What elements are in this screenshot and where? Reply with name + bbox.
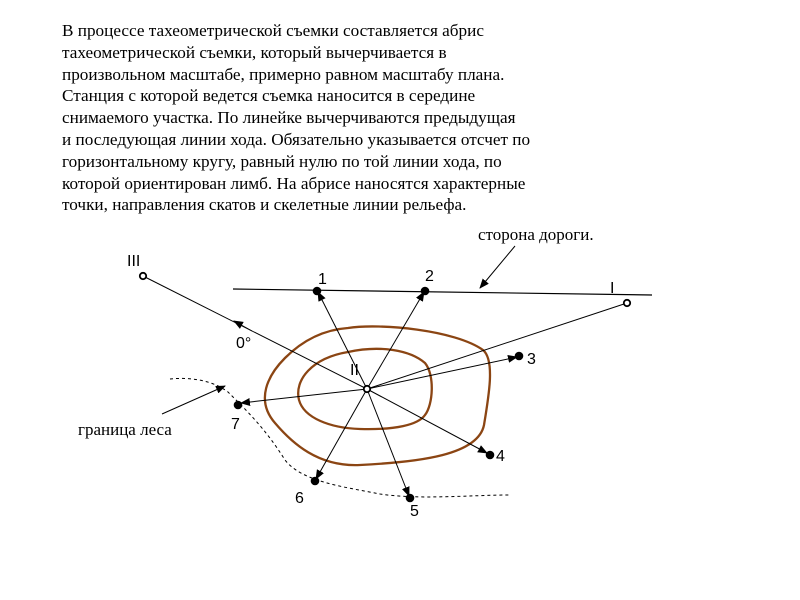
sight-line-1 <box>318 292 367 389</box>
text-line: произвольном масштабе, примерно равном масштабу плана. <box>62 64 505 84</box>
point-7-label: 7 <box>231 416 240 433</box>
station-III-marker <box>140 273 146 279</box>
text-line: горизонтальному кругу, равный нулю по той линии хода, по <box>62 151 502 171</box>
sight-line-5 <box>367 389 409 496</box>
text-line: тахеометрической съемки, который вычерчивается в <box>62 42 447 62</box>
point-3-label: 3 <box>527 351 536 368</box>
text-line: Станция с которой ведется съемка наносится в середине <box>62 86 476 106</box>
point-5-label: 5 <box>410 503 419 520</box>
point-2-marker <box>421 287 430 296</box>
point-2-label: 2 <box>425 268 434 285</box>
text-line: снимаемого участка. По линейке вычерчиваются предыдущая <box>62 108 516 128</box>
road-line <box>233 289 652 295</box>
station-II-marker <box>364 386 370 392</box>
text-line: В процессе тахеометрической съемки составляется абрис <box>62 21 484 40</box>
text-line: точки, направления скатов и скелетные линии рельефа. <box>62 195 467 215</box>
point-6-marker <box>311 477 320 486</box>
point-4-label: 4 <box>496 448 505 465</box>
station-I-marker <box>624 300 630 306</box>
road-side-leader <box>480 246 515 288</box>
point-3-marker <box>515 352 524 361</box>
zero-reading-label: 0° <box>236 335 252 352</box>
traverse-line-to-I <box>367 303 627 389</box>
text-line: которой ориентирован лимб. На абрисе наносятся характерные <box>62 173 526 193</box>
point-6-label: 6 <box>295 490 304 507</box>
zero-direction-arrow <box>234 321 252 331</box>
station-II-label: II <box>350 362 359 379</box>
forest-boundary-label: граница леса <box>78 420 172 439</box>
traverse-line-to-III <box>143 276 367 389</box>
sight-line-7 <box>241 389 367 403</box>
point-5-marker <box>406 494 415 503</box>
road-side-label: сторона дороги. <box>478 225 594 244</box>
sight-line-3 <box>367 357 517 389</box>
point-1-label: 1 <box>318 271 327 288</box>
text-line: и последующая линии хода. Обязательно указывается отсчет по <box>62 129 531 149</box>
sight-line-2 <box>367 292 424 389</box>
station-I-label: I <box>610 280 615 297</box>
point-7-marker <box>234 401 243 410</box>
station-III-label: III <box>127 253 141 270</box>
point-4-marker <box>486 451 495 460</box>
forest-boundary-leader <box>162 386 225 414</box>
sight-line-4 <box>367 389 487 453</box>
